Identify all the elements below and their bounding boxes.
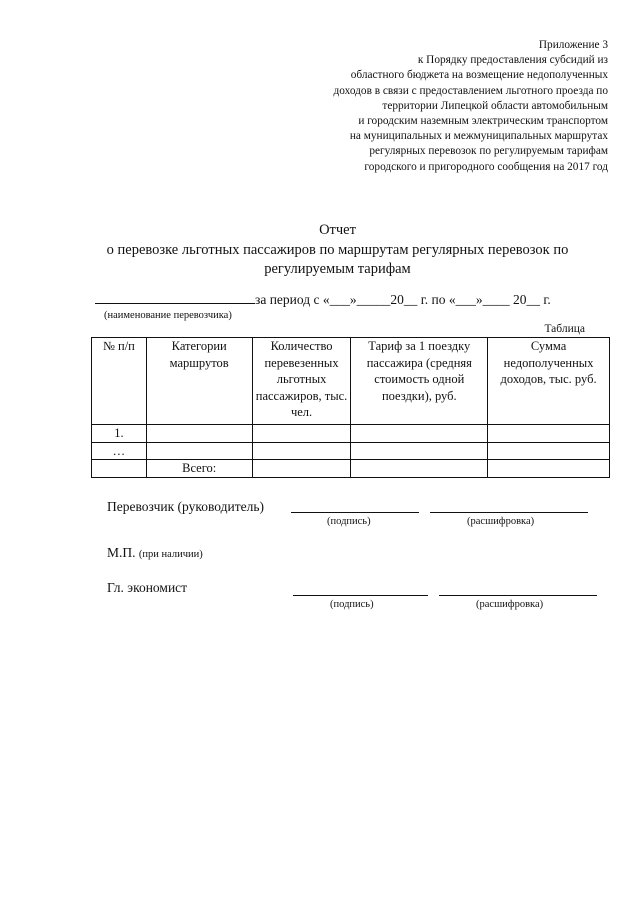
- table-row: [92, 425, 610, 443]
- table-cell: [351, 442, 488, 460]
- appendix-line: и городским наземным электрическим транспортом: [358, 115, 608, 128]
- carrier-signature-caption: (подпись): [327, 516, 371, 527]
- table-row: [92, 442, 610, 460]
- table-cell: [146, 425, 252, 443]
- table-cell: …: [92, 442, 147, 460]
- header-lost-income: Сумма недополученных доходов, тыс. руб.: [488, 338, 610, 425]
- carrier-signature-label: Перевозчик (руководитель): [107, 499, 264, 514]
- appendix-line: доходов в связи с предоставлением льготного проезда по: [333, 84, 608, 97]
- appendix-line: на муниципальных и межмуниципальных маршрутах: [349, 130, 608, 143]
- appendix-line: городского и пригородного сообщения на 2017 год: [364, 160, 608, 173]
- table-total-row: [92, 460, 610, 478]
- period-text: за период с «___»_____20__ г. по «___»____ 20__ г.: [255, 292, 551, 307]
- seal-label: [107, 545, 203, 561]
- total-label: Всего:: [146, 460, 252, 478]
- table-cell: 1.: [92, 425, 147, 443]
- table-cell: [252, 460, 351, 478]
- appendix-line: областного бюджета на возмещение недополученных: [350, 69, 608, 82]
- economist-signature-label: Гл. экономист: [107, 580, 188, 595]
- table-cell: [488, 425, 610, 443]
- carrier-caption: (наименование перевозчика): [104, 310, 232, 321]
- table-header-row: [92, 338, 610, 425]
- appendix-line: Приложение 3: [538, 39, 608, 51]
- header-tariff: Тариф за 1 поездку пассажира (средняя стоимость одной поездки), руб.: [351, 338, 488, 425]
- seal-abbrev: М.П.: [107, 545, 136, 560]
- header-passenger-count: Количество перевезенных льготных пассажиров, тыс. чел.: [252, 338, 351, 425]
- table-cell: [488, 442, 610, 460]
- carrier-name-blank: [95, 303, 255, 304]
- appendix-line: регулярных перевозок по регулируемым тарифам: [369, 145, 608, 158]
- title-line-1: Отчет: [319, 222, 356, 238]
- economist-signature-caption: (подпись): [330, 599, 374, 610]
- seal-note: (при наличии): [138, 549, 203, 560]
- header-number: № п/п: [92, 338, 147, 425]
- table-cell: [252, 442, 351, 460]
- carrier-decoding-line: [430, 512, 588, 513]
- document-title: [60, 221, 615, 280]
- table-cell: [488, 460, 610, 478]
- table-cell: [92, 460, 147, 478]
- table-cell: [351, 425, 488, 443]
- appendix-line: к Порядку предоставления субсидий из: [417, 54, 608, 67]
- economist-decoding-caption: (расшифровка): [476, 599, 544, 610]
- report-table: [91, 337, 610, 478]
- appendix-header: [248, 38, 608, 175]
- economist-signature-line: [293, 595, 428, 596]
- table-caption: Таблица: [544, 323, 585, 335]
- table-cell: [252, 425, 351, 443]
- table-cell: [351, 460, 488, 478]
- table-cell: [146, 442, 252, 460]
- title-line-3: регулируемым тарифам: [264, 261, 411, 277]
- header-route-category: Категории маршрутов: [146, 338, 252, 425]
- period-line: [95, 292, 551, 308]
- carrier-decoding-caption: (расшифровка): [467, 516, 535, 527]
- title-line-2: о перевозке льготных пассажиров по маршрутам регулярных перевозок по: [106, 241, 569, 258]
- economist-decoding-line: [439, 595, 597, 596]
- appendix-line: территории Липецкой области автомобильным: [382, 99, 608, 112]
- carrier-signature-line: [291, 512, 419, 513]
